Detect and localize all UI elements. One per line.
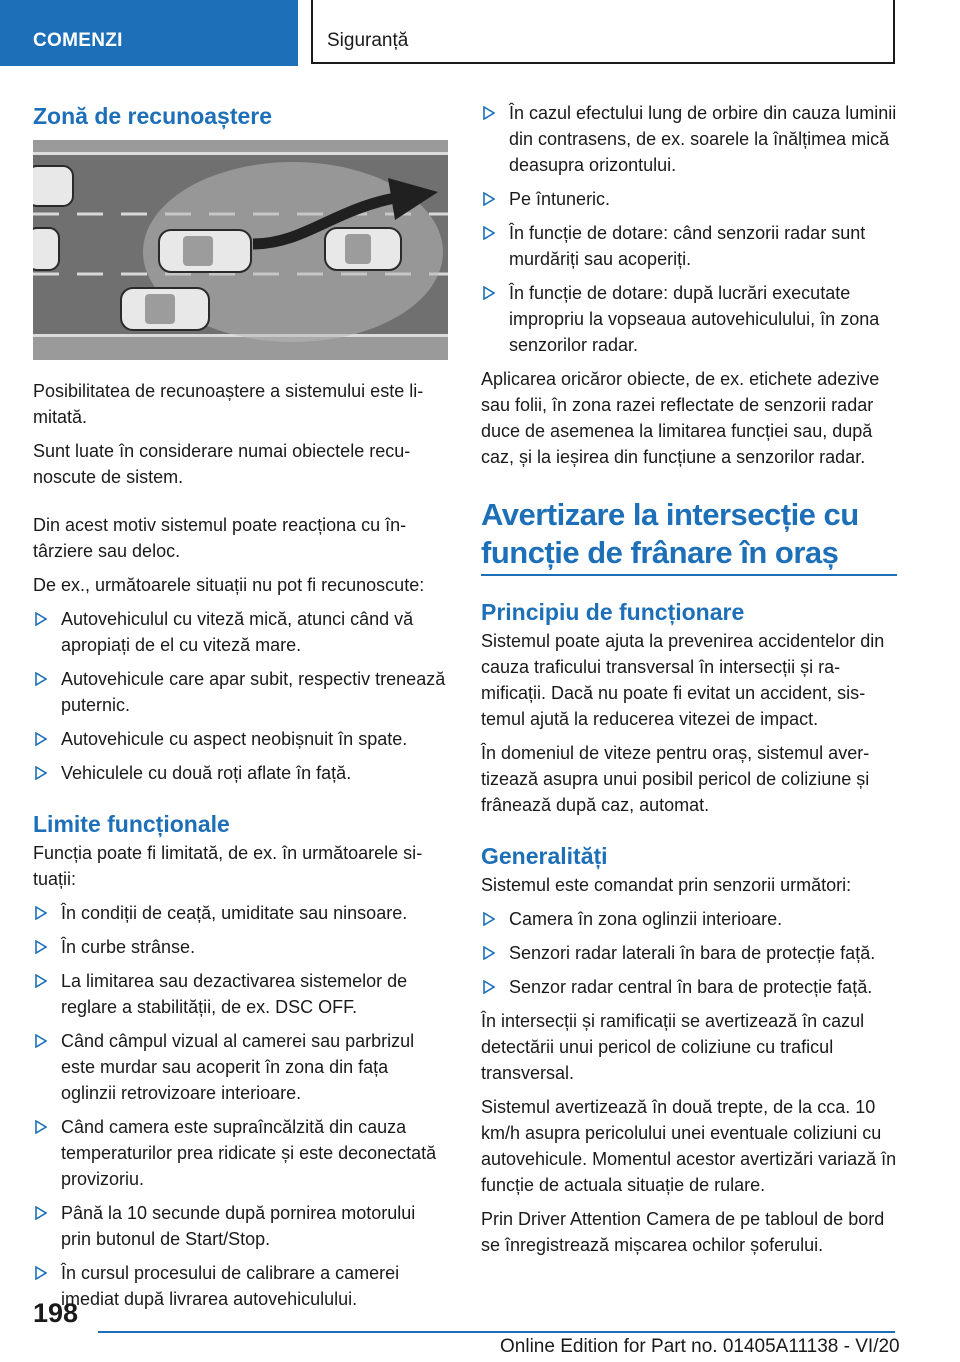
list-item: Camera în zona oglinzii interioare. bbox=[481, 906, 897, 932]
header-chapter-tab bbox=[0, 0, 298, 66]
bullet-triangle-icon bbox=[483, 106, 495, 120]
list-item: Senzor radar central în bara de protecție față. bbox=[481, 974, 897, 1000]
paragraph: Posibilitatea de recunoaștere a sistemului este limitată. bbox=[33, 381, 424, 427]
page-number: 198 bbox=[33, 1298, 79, 1328]
bullet-list-limits bbox=[33, 900, 448, 1312]
left-column bbox=[33, 100, 448, 1320]
list-item: Senzori radar laterali în bara de protecție față. bbox=[481, 940, 897, 966]
section-title-principle: Principiu de funcționare bbox=[481, 599, 745, 625]
footer-rule bbox=[98, 1331, 895, 1333]
footer-edition: Online Edition for Part no. 01405A11138 - VI/20 bbox=[500, 1336, 900, 1357]
bullet-triangle-icon bbox=[35, 612, 47, 626]
list-item: Când camera este supraîncălzită din cauza temperaturilor prea ridicate și este deconectată provizoriu. bbox=[33, 1114, 448, 1192]
chapter-title: Avertizare la intersecție cu funcție de frânare în oraș bbox=[481, 497, 859, 570]
paragraph: De ex., următoarele situații nu pot fi recunoscute: bbox=[33, 575, 425, 595]
list-item: În condiții de ceață, umiditate sau ninsoare. bbox=[33, 900, 448, 926]
bullet-triangle-icon bbox=[35, 672, 47, 686]
chapter-title-rule bbox=[481, 574, 897, 576]
bullet-triangle-icon bbox=[35, 1266, 47, 1280]
section-title-general: Generalități bbox=[481, 843, 608, 869]
bullet-triangle-icon bbox=[483, 286, 495, 300]
section-title-limits: Limite funcționale bbox=[33, 811, 230, 837]
list-item: Până la 10 secunde după pornirea motorului prin butonul de Start/Stop. bbox=[33, 1200, 448, 1252]
paragraph: Sunt luate în considerare numai obiectele recunoscute de sistem. bbox=[33, 441, 411, 487]
paragraph: Sistemul poate ajuta la prevenirea accidentelor din cauza traficului transversal în intersecții și ramificații. Dacă nu poate fi evitat un accident, sistemul ajută la reducerea vitezei de impact. bbox=[481, 631, 885, 729]
header-section-box bbox=[311, 0, 895, 64]
paragraph: În domeniul de viteze pentru oraș, sistemul avertizează asupra unui posibil pericol de coliziune și frânează după caz, automat. bbox=[481, 743, 870, 815]
bullet-triangle-icon bbox=[483, 946, 495, 960]
list-item: Autovehicule cu aspect neobișnuit în spate. bbox=[33, 726, 448, 752]
bullet-triangle-icon bbox=[483, 226, 495, 240]
bullet-triangle-icon bbox=[35, 766, 47, 780]
bullet-triangle-icon bbox=[483, 912, 495, 926]
list-item: În curbe strânse. bbox=[33, 934, 448, 960]
list-item: Autovehiculul cu viteză mică, atunci când vă apropiați de el cu viteză mare. bbox=[33, 606, 448, 658]
recognition-zone-illustration bbox=[33, 140, 448, 360]
right-column bbox=[481, 100, 897, 1266]
chapter-label: COMENZI bbox=[33, 30, 123, 51]
list-item: Vehiculele cu două roți aflate în față. bbox=[33, 760, 448, 786]
paragraph: Sistemul este comandat prin senzorii următori: bbox=[481, 875, 852, 895]
bullet-triangle-icon bbox=[35, 1206, 47, 1220]
bullet-triangle-icon bbox=[483, 192, 495, 206]
paragraph: Funcția poate fi limitată, de ex. în următoarele situații: bbox=[33, 843, 423, 889]
list-item: Autovehicule care apar subit, respectiv trenează puternic. bbox=[33, 666, 448, 718]
bullet-triangle-icon bbox=[35, 1034, 47, 1048]
paragraph: În intersecții și ramificații se avertizează în cazul detectării unui pericol de coliziune cu traficul transversal. bbox=[481, 1011, 865, 1083]
bullet-triangle-icon bbox=[35, 974, 47, 988]
section-label: Siguranță bbox=[327, 30, 409, 51]
bullet-triangle-icon bbox=[35, 1120, 47, 1134]
paragraph: Din acest motiv sistemul poate reacționa cu întârziere sau deloc. bbox=[33, 515, 407, 561]
list-item: În funcție de dotare: după lucrări executate impropriu la vopseaua autovehiculului, în zona senzorilor radar. bbox=[481, 280, 897, 358]
list-item: În cursul procesului de calibrare a camerei imediat după livrarea autovehiculului. bbox=[33, 1260, 448, 1312]
paragraph: Prin Driver Attention Camera de pe tabloul de bord se înregistrează mișcarea ochilor șoferului. bbox=[481, 1209, 885, 1255]
list-item: În funcție de dotare: când senzorii radar sunt murdăriți sau acoperiți. bbox=[481, 220, 897, 272]
list-item: Pe întuneric. bbox=[481, 186, 897, 212]
list-item: La limitarea sau dezactivarea sistemelor de reglare a stabilității, de ex. DSC OFF. bbox=[33, 968, 448, 1020]
paragraph: Aplicarea oricăror obiecte, de ex. etichete adezive sau folii, în zona razei reflectate de senzorii radar duce de asemenea la limitarea funcției sau, după caz, și la ieșirea din funcțiune a senzorilor radar. bbox=[481, 369, 880, 467]
list-item: În cazul efectului lung de orbire din cauza luminii din contrasens, de ex. soarele la înălțimea mică deasupra orizontului. bbox=[481, 100, 897, 178]
bullet-list-limits-continued bbox=[481, 100, 897, 358]
bullet-list-sensors bbox=[481, 906, 897, 1000]
paragraph: Sistemul avertizează în două trepte, de la cca. 10 km/h asupra pericolului unei eventuale coliziuni cu autovehicule. Momentul acestor avertizări variază în funcție de actuala situație de rulare. bbox=[481, 1097, 897, 1195]
bullet-triangle-icon bbox=[35, 906, 47, 920]
section-title-recognition: Zonă de recunoaștere bbox=[33, 103, 273, 129]
bullet-triangle-icon bbox=[35, 940, 47, 954]
bullet-triangle-icon bbox=[35, 732, 47, 746]
bullet-list-unrecognized bbox=[33, 606, 448, 786]
bullet-triangle-icon bbox=[483, 980, 495, 994]
list-item: Când câmpul vizual al camerei sau parbrizul este murdar sau acoperit în zona din fața oglinzii retrovizoare interioare. bbox=[33, 1028, 448, 1106]
